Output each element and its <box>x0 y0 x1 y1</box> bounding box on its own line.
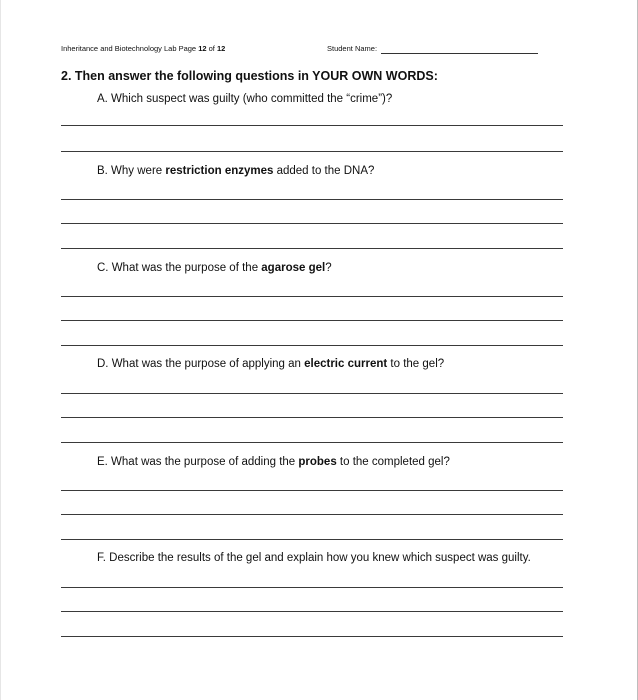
question-a <box>97 93 392 105</box>
question-e-text-end: to the completed gel? <box>336 456 450 468</box>
question-b-text-end: added to the DNA? <box>273 165 375 177</box>
answer-line-f-1[interactable] <box>61 587 563 588</box>
student-name-field[interactable] <box>381 53 538 54</box>
answer-line-b-1[interactable] <box>61 199 563 200</box>
question-e-bold: probes <box>298 456 337 468</box>
question-e <box>97 456 450 468</box>
question-d-text-end: to the gel? <box>387 358 445 370</box>
answer-line-c-2[interactable] <box>61 320 563 321</box>
question-c-bold: agarose gel <box>261 262 326 274</box>
answer-line-b-2[interactable] <box>61 223 563 224</box>
answer-line-f-3[interactable] <box>61 636 563 637</box>
question-b <box>97 165 374 177</box>
question-b-text: B. Why were <box>97 165 166 177</box>
answer-line-a-1[interactable] <box>61 125 563 126</box>
page-header <box>61 44 225 53</box>
answer-line-d-1[interactable] <box>61 393 563 394</box>
main-question: 2. Then answer the following questions in YOUR OWN WORDS: <box>61 69 438 83</box>
student-name-label: Student Name: <box>327 44 378 53</box>
answer-line-a-2[interactable] <box>61 151 563 152</box>
header-page-number: 12 <box>198 44 207 53</box>
answer-line-c-3[interactable] <box>61 345 563 346</box>
question-f <box>97 552 531 564</box>
header-title: Inheritance and Biotechnology Lab Page <box>61 44 199 53</box>
answer-line-e-1[interactable] <box>61 490 563 491</box>
answer-line-c-1[interactable] <box>61 296 563 297</box>
answer-line-b-3[interactable] <box>61 248 563 249</box>
question-d-bold: electric current <box>304 358 388 370</box>
question-b-bold: restriction enzymes <box>165 165 274 177</box>
answer-line-d-2[interactable] <box>61 417 563 418</box>
question-d-text: D. What was the purpose of applying an <box>97 358 305 370</box>
question-a-text: A. Which suspect was guilty (who committed the “crime”)? <box>97 93 393 105</box>
question-f-text: F. Describe the results of the gel and explain how you knew which suspect was guilty. <box>97 552 531 564</box>
question-c <box>97 262 332 274</box>
answer-line-f-2[interactable] <box>61 611 563 612</box>
header-of-text: of <box>206 44 217 53</box>
question-c-text: C. What was the purpose of the <box>97 262 262 274</box>
answer-line-e-3[interactable] <box>61 539 563 540</box>
header-page-total: 12 <box>216 44 226 53</box>
question-d <box>97 358 444 370</box>
question-e-text: E. What was the purpose of adding the <box>97 456 299 468</box>
answer-line-d-3[interactable] <box>61 442 563 443</box>
answer-line-e-2[interactable] <box>61 514 563 515</box>
question-c-text-end: ? <box>325 262 332 274</box>
